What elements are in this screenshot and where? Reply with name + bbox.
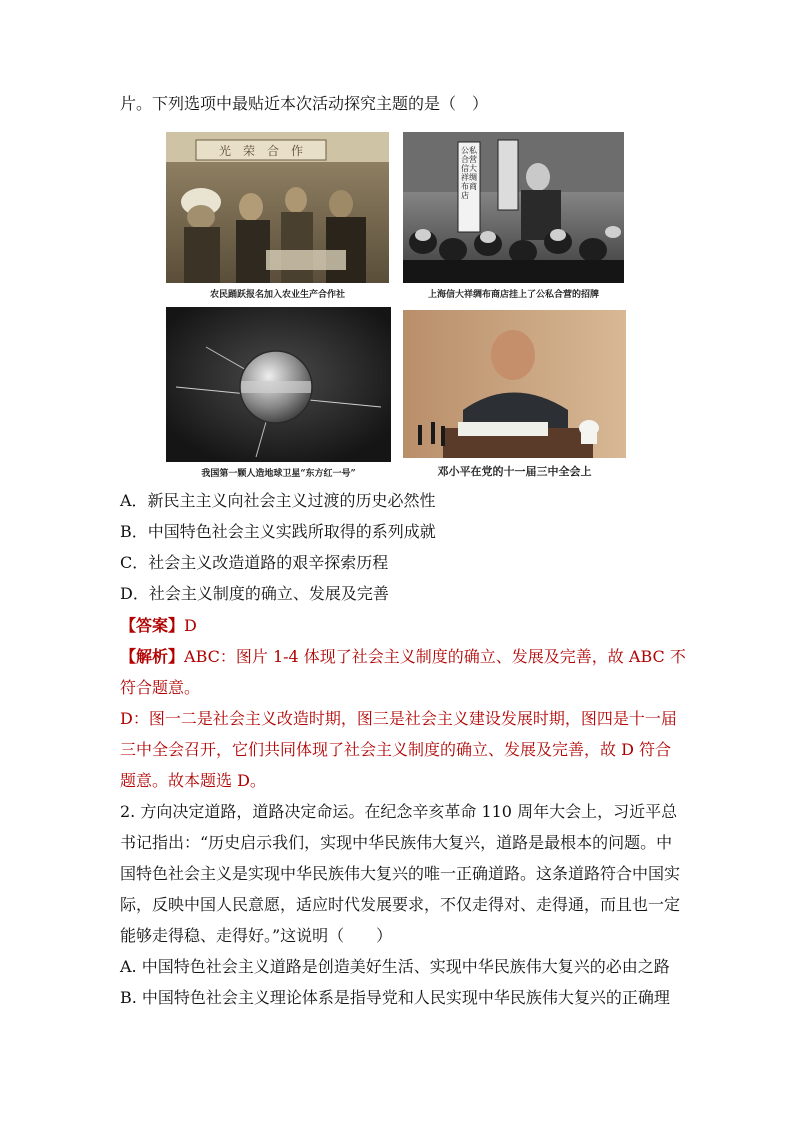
photo-caption-1: 农民踊跃报名加入农业生产合作社 — [209, 290, 345, 300]
answer-label: 【答案】 — [120, 616, 185, 635]
signboard-text: 公私合营信大祥绸布商店 — [461, 146, 477, 200]
photo-satellite — [166, 307, 391, 462]
photo-caption-2: 上海信大祥绸布商店挂上了公私合营的招牌 — [427, 290, 599, 300]
analysis-line-4: 三中全会召开，它们共同体现了社会主义制度的确立、发展及完善，故 D 符合 — [120, 740, 672, 759]
option-b: B．中国特色社会主义实践所取得的系列成就 — [120, 522, 436, 541]
q2-option-a: A. 中国特色社会主义道路是创造美好生活、实现中华民族伟大复兴的必由之路 — [120, 957, 670, 976]
option-c: C．社会主义改造道路的艰辛探索历程 — [120, 553, 389, 572]
photo-caption-4: 邓小平在党的十一届三中全会上 — [437, 465, 592, 478]
q2-option-b: B. 中国特色社会主义理论体系是指导党和人民实现中华民族伟大复兴的正确理 — [120, 988, 670, 1007]
question-stem: 片。下列选项中最贴近本次活动探究主题的是（ ） — [120, 94, 489, 113]
photo-public-private-signboard — [403, 132, 624, 283]
analysis-line-5: 题意。故本题选 D。 — [120, 771, 266, 790]
svg-text:光 荣 合 作: 光 荣 合 作 — [218, 144, 304, 158]
q2-line-5: 能够走得稳、走得好。”这说明（ ） — [120, 926, 393, 945]
photo-caption-3: 我国第一颗人造地球卫星“东方红一号” — [201, 469, 356, 479]
q2-line-4: 际，反映中国人民意愿，适应时代发展要求，不仅走得对、走得通，而且也一定 — [120, 895, 681, 914]
answer-line — [120, 616, 197, 636]
option-d: D．社会主义制度的确立、发展及完善 — [120, 584, 389, 603]
q2-line-2: 书记指出：“历史启示我们，实现中华民族伟大复兴，道路是最根本的问题。中 — [120, 833, 673, 852]
analysis-line-2: 符合题意。 — [120, 678, 201, 697]
photo-third-plenum — [403, 310, 626, 458]
q2-line-3: 国特色社会主义是实现中华民族伟大复兴的唯一正确道路。这条道路符合中国实 — [120, 864, 681, 883]
analysis-label: 【解析】 — [120, 647, 185, 666]
q2-line-1: 2. 方向决定道路，道路决定命运。在纪念辛亥革命 110 周年大会上，习近平总 — [120, 802, 678, 821]
photo-farmers-cooperative — [166, 132, 389, 283]
answer-value: D — [184, 616, 197, 635]
analysis-line-1: 【解析】ABC：图片 1-4 体现了社会主义制度的确立、发展及完善，故 ABC 不 — [120, 647, 686, 666]
analysis-line-3: D：图一二是社会主义改造时期，图三是社会主义建设发展时期，图四是十一届 — [120, 709, 677, 728]
option-a: A．新民主主义向社会主义过渡的历史必然性 — [120, 491, 436, 510]
